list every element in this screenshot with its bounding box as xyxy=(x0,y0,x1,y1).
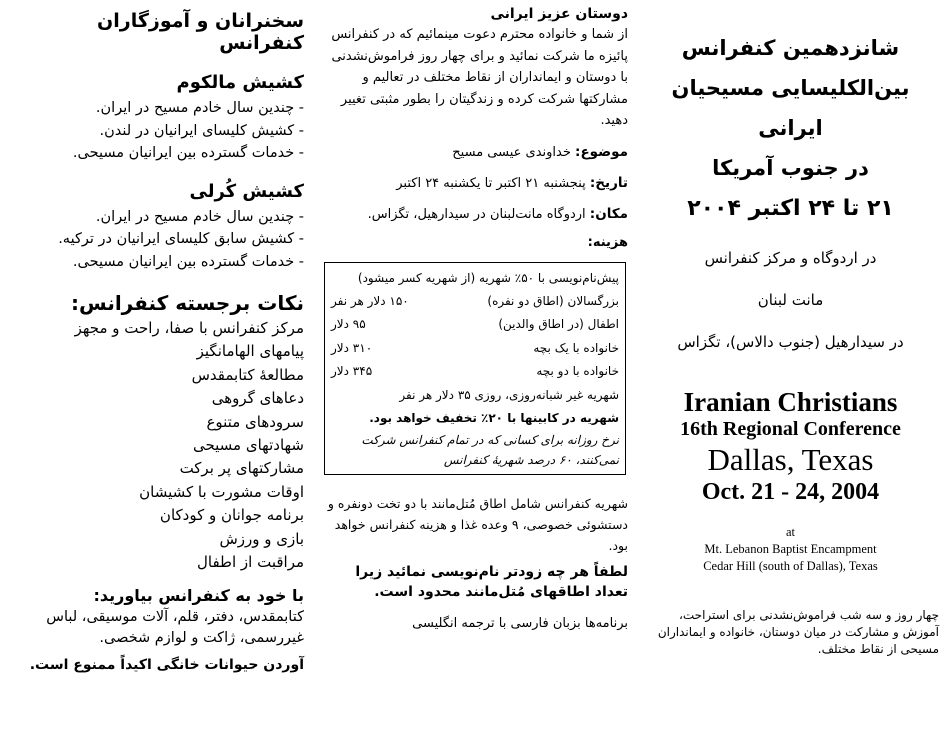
closing-text: چهار روز و سه شب فراموش‌نشدنی برای استراحت، آموزش و مشارکت در میان دوستان، خانواده و ایمانداران مسیحی از نقاط مختلف. xyxy=(657,608,939,656)
highlight-item: مراقبت از اطفال xyxy=(196,553,304,572)
fee-row xyxy=(331,313,619,336)
fee-row xyxy=(331,384,619,407)
bring-text: کتابمقدس، دفتر، قلم، آلات موسیقی، لباس غیررسمی، ژاکت و لوازم شخصی. xyxy=(46,609,304,647)
speaker-bullet: - کشیش سابق کلیسای ایرانیان در ترکیه. xyxy=(58,231,304,247)
speaker-name-curley: کشیش کُرلی xyxy=(189,180,304,202)
speaker-bullet: - چندین سال خادم مسیح در ایران. xyxy=(95,100,304,116)
venue-fa-line: در سیدارهیل (جنوب دالاس)، تگزاس xyxy=(677,333,904,351)
venue-fa-line: مانت لبنان xyxy=(757,291,824,309)
fee-value: ۱۵۰ دلار هر نفر xyxy=(331,293,409,308)
highlight-item: برنامه جوانان و کودکان xyxy=(159,506,304,525)
highlight-item: پیامهای الهامانگیز xyxy=(196,342,304,361)
cost-label: هزینه: xyxy=(587,234,628,250)
conference-title-fa xyxy=(642,28,939,188)
highlights-title: نکات برجسته کنفرانس: xyxy=(71,291,304,315)
register-notice: لطفاً هر چه زودتر نام‌نویسی نمائید زیرا تعداد اطاقهای مُتل‌مانند محدود است. xyxy=(355,564,628,601)
title-fa-line: شانزدهمین کنفرانس xyxy=(681,36,900,60)
place-value: اردوگاه مانت‌لبنان در سیدارهیل، تگزاس. xyxy=(367,206,586,222)
fee-label: شهریه غیر شبانه‌روزی، روزی ۳۵ دلار هر نفر xyxy=(399,387,619,402)
date-line xyxy=(322,173,628,194)
fee-row xyxy=(331,337,619,360)
place-line xyxy=(322,204,628,225)
topic-label: موضوع: xyxy=(575,143,628,160)
fee-row xyxy=(331,360,619,383)
program-language-note: برنامه‌ها بزبان فارسی با ترجمه انگلیسی xyxy=(412,616,628,632)
bring-title: با خود به کنفرانس بیاورید: xyxy=(93,586,304,606)
speaker-bullet: - خدمات گسترده بین ایرانیان مسیحی. xyxy=(72,253,304,270)
title-en-line-2: 16th Regional Conference xyxy=(680,418,901,440)
venue-en-line-1: Mt. Lebanon Baptist Encampment xyxy=(704,542,877,556)
fee-label: خانواده با دو بچه xyxy=(536,364,619,379)
fee-value: ۳۱۰ دلار xyxy=(331,340,373,355)
highlight-item: شهادتهای مسیحی xyxy=(192,436,304,455)
title-en-line-1: Iranian Christians xyxy=(683,387,898,417)
fee-label: پیش‌نام‌نویسی با ۵۰٪ شهریه (از شهریه کسر میشود) xyxy=(357,270,619,285)
topic-value: خداوندی عیسی مسیح xyxy=(452,144,571,160)
speaker-block-1 xyxy=(8,72,304,165)
highlight-item: مطالعهٔ کتابمقدس xyxy=(191,365,304,384)
fee-label: اطفال (در اطاق والدین) xyxy=(498,317,619,332)
date-value: پنجشنبه ۲۱ اکتبر تا یکشنبه ۲۴ اکتبر xyxy=(396,175,586,191)
greeting: دوستان عزیز ایرانی xyxy=(490,6,628,22)
fee-value: ۳۴۵ دلار xyxy=(331,364,373,379)
venue-en-at: at xyxy=(785,525,796,539)
highlight-item: سرودهای متنوع xyxy=(206,412,304,431)
left-column xyxy=(0,0,314,750)
fee-label: بزرگسالان (اطاق دو نفره) xyxy=(487,293,619,308)
invitation-text: از شما و خانواده محترم دعوت مینمائیم که در کنفرانس پائیزه ما شرکت نمائید و برای چهار روز فراموش‌نشدنی با دوستان و ایمانداران از نقاط مختلف در تعالیم و مشارکتها شرکت کرده و زندگیتان را بطور مثبتی تغییر دهید. xyxy=(331,27,628,128)
speaker-bullet: - چندین سال خادم مسیح در ایران. xyxy=(95,208,304,225)
title-fa-line: در جنوب آمریکا xyxy=(712,156,869,180)
middle-column xyxy=(314,0,636,750)
fee-includes-note: شهریه کنفرانس شامل اطاق مُتل‌مانند با دو تخت دونفره و دستشوئی خصوصی، ۹ وعده غذا و هزینه کنفرانس خواهد بود. xyxy=(327,496,628,554)
speaker-block-2 xyxy=(8,181,304,274)
speaker-bullet: - کشیش کلیسای ایرانیان در لندن. xyxy=(99,122,304,139)
venue-en xyxy=(642,524,939,575)
date-label: تاریخ: xyxy=(589,174,628,191)
fee-row xyxy=(331,267,619,290)
cost-box xyxy=(324,262,626,476)
fee-row xyxy=(331,290,619,313)
highlight-item: اوقات مشورت با کشیشان xyxy=(139,482,304,501)
place-label: مکان: xyxy=(589,205,628,222)
pets-warning: آوردن حیوانات خانگی اکیداً ممنوع است. xyxy=(29,657,304,674)
dates-fa: ۲۱ تا ۲۴ اکتبر ۲۰۰۴ xyxy=(687,196,894,221)
fee-label: خانواده با یک بچه xyxy=(533,340,619,355)
right-column xyxy=(636,0,945,750)
daily-rate-note: نرخ روزانه برای کسانی که در تمام کنفرانس شرکت نمی‌کنند، ۶۰ درصد شهریهٔ کنفرانس xyxy=(361,433,619,468)
fee-value: ۹۵ دلار xyxy=(331,317,366,332)
highlight-item: مرکز کنفرانس با صفا، راحت و مجهز xyxy=(74,319,304,337)
highlight-item: بازی و ورزش xyxy=(219,529,304,548)
topic-line xyxy=(322,142,628,163)
title-en-line-3: Dallas, Texas xyxy=(707,442,874,477)
venue-fa xyxy=(642,237,939,363)
cabin-discount: شهریه در کابینها با ۲۰٪ تخفیف خواهد بود. xyxy=(369,410,619,425)
speakers-title: سخنرانان و آموزگاران کنفرانس xyxy=(97,10,304,54)
title-fa-line: بین‌الکلیسایی مسیحیان ایرانی xyxy=(671,76,910,140)
title-en-line-4: Oct. 21 - 24, 2004 xyxy=(701,479,880,505)
venue-en-line-2: Cedar Hill (south of Dallas), Texas xyxy=(703,559,878,573)
speaker-bullet: - خدمات گسترده بین ایرانیان مسیحی. xyxy=(72,145,304,161)
venue-fa-line: در اردوگاه و مرکز کنفرانس xyxy=(704,249,877,267)
highlight-item: مشارکتهای پر برکت xyxy=(179,459,304,478)
highlight-item: دعاهای گروهی xyxy=(211,389,304,408)
speaker-name-malcolm: کشیش مالکوم xyxy=(176,72,304,93)
highlights-list xyxy=(8,317,304,574)
